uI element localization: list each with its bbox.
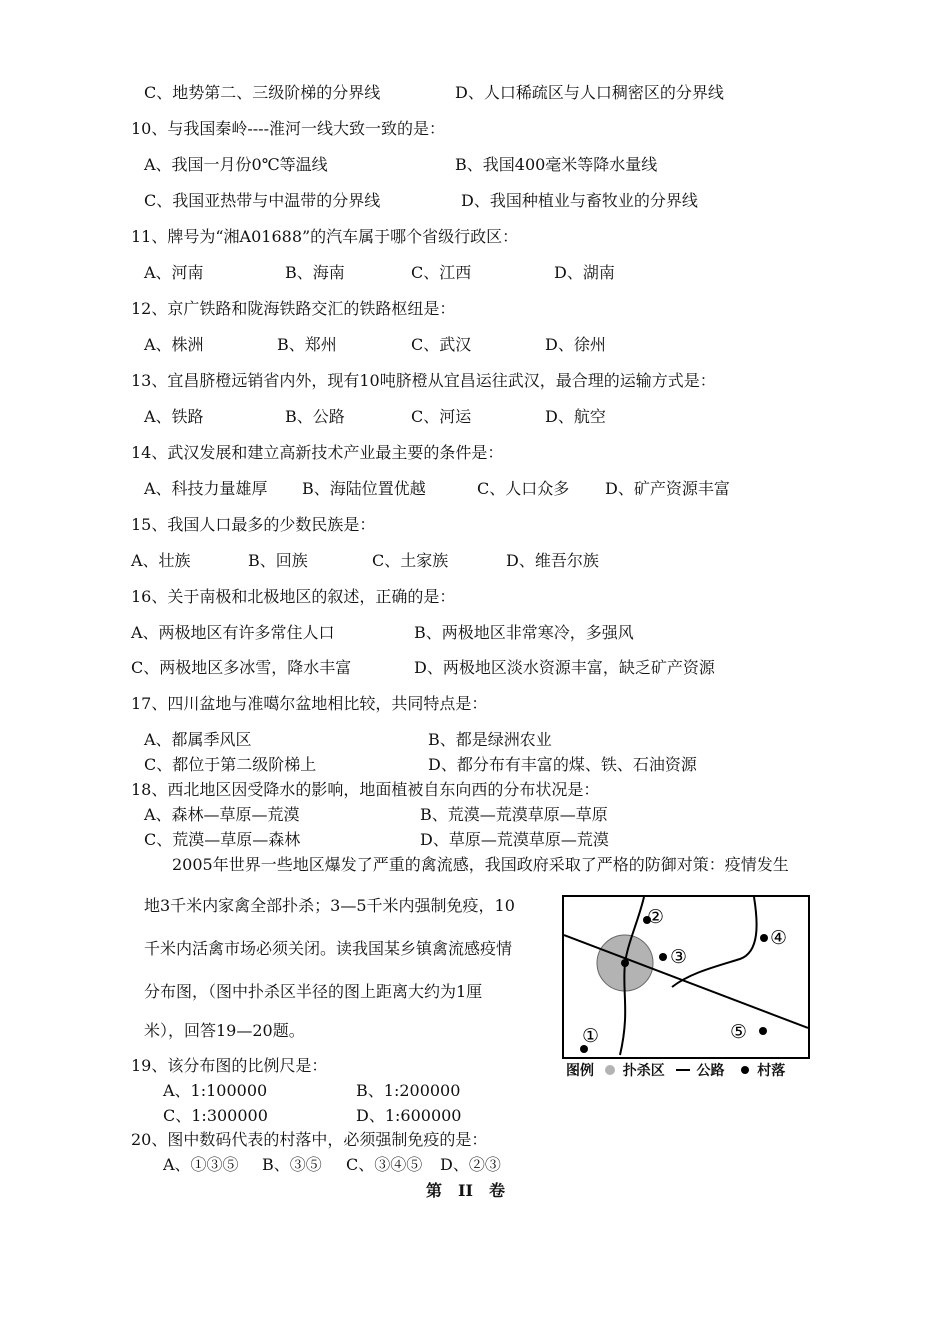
q14-option-c: C、人口众多 [477, 479, 570, 498]
q12-option-a: A、株洲 [144, 335, 204, 354]
q18-option-b: B、荒漠—荒漠草原—草原 [420, 805, 608, 824]
village-1-label: ① [582, 1025, 600, 1047]
cull-zone-swatch-icon [605, 1065, 615, 1075]
q20-option-c: C、③④⑤ [346, 1155, 423, 1174]
q20-option-b: B、③⑤ [262, 1155, 322, 1174]
village-4-label: ④ [770, 927, 788, 949]
q10-option-a: A、我国一月份0℃等温线 [144, 155, 328, 174]
legend-label: 图例 [566, 1063, 594, 1079]
q19-option-b: B、1:200000 [356, 1081, 461, 1100]
q12-option-b: B、郑州 [277, 335, 337, 354]
road-northeast [672, 897, 757, 987]
section-title: 第 II 卷 [426, 1181, 505, 1200]
q16-stem: 16、关于南极和北极地区的叙述，正确的是： [131, 587, 456, 606]
q19-option-d: D、1:600000 [356, 1106, 462, 1125]
q12-option-d: D、徐州 [545, 335, 606, 354]
q16-option-b: B、两极地区非常寒冷，多强风 [414, 623, 634, 642]
passage-line-5: 米），回答19—20题。 [144, 1021, 305, 1040]
q19-option-a: A、1:100000 [163, 1081, 268, 1100]
q10-option-d: D、我国种植业与畜牧业的分界线 [461, 191, 698, 210]
bird-flu-distribution-map [562, 895, 810, 1059]
q16-option-c: C、两极地区多冰雪，降水丰富 [131, 658, 352, 677]
legend-cull-zone: 扑杀区 [622, 1063, 665, 1079]
passage-line-3: 千米内活禽市场必须关闭。读我国某乡镇禽流感疫情 [144, 939, 513, 958]
q18-option-d: D、草原—荒漠草原—荒漠 [420, 830, 609, 849]
map-legend [566, 1060, 785, 1080]
q20-stem: 20、图中数码代表的村落中，必须强制免疫的是： [131, 1130, 488, 1149]
q9-option-d: D、人口稀疏区与人口稠密区的分界线 [455, 83, 724, 102]
village-5-label: ⑤ [730, 1021, 748, 1043]
passage-line-4: 分布图，（图中扑杀区半径的图上距离大约为1厘 [144, 982, 483, 1001]
road-line-icon [676, 1069, 690, 1071]
q19-stem: 19、该分布图的比例尺是： [131, 1056, 328, 1075]
q15-option-d: D、维吾尔族 [506, 551, 599, 570]
q10-option-b: B、我国400毫米等降水量线 [455, 155, 658, 174]
q10-option-c: C、我国亚热带与中温带的分界线 [144, 191, 381, 210]
q14-option-b: B、海陆位置优越 [302, 479, 426, 498]
village-4-dot [760, 934, 768, 942]
village-3-label: ③ [670, 946, 688, 968]
q20-option-a: A、①③⑤ [163, 1155, 239, 1174]
q11-option-b: B、海南 [285, 263, 345, 282]
passage-line-1: 2005年世界一些地区爆发了严重的禽流感，我国政府采取了严格的防御对策：疫情发生 [172, 855, 789, 874]
q18-option-a: A、森林—草原—荒漠 [144, 805, 300, 824]
q14-option-d: D、矿产资源丰富 [605, 479, 730, 498]
q17-option-a: A、都属季风区 [144, 730, 252, 749]
q17-stem: 17、四川盆地与准噶尔盆地相比较，共同特点是： [131, 694, 488, 713]
q11-option-a: A、河南 [144, 263, 204, 282]
q20-option-d: D、②③ [440, 1155, 501, 1174]
legend-road: 公路 [696, 1063, 725, 1079]
q15-option-b: B、回族 [248, 551, 308, 570]
q13-stem: 13、宜昌脐橙远销省内外，现有10吨脐橙从宜昌运往武汉，最合理的运输方式是： [131, 371, 716, 390]
q18-option-c: C、荒漠—草原—森林 [144, 830, 301, 849]
q12-option-c: C、武汉 [411, 335, 472, 354]
q17-option-d: D、都分布有丰富的煤、铁、石油资源 [428, 755, 697, 774]
q14-stem: 14、武汉发展和建立高新技术产业最主要的条件是： [131, 443, 504, 462]
legend-village: 村落 [757, 1063, 786, 1079]
q11-option-c: C、江西 [411, 263, 472, 282]
q15-option-a: A、壮族 [131, 551, 191, 570]
map-canvas [564, 897, 808, 1057]
q12-stem: 12、京广铁路和陇海铁路交汇的铁路枢纽是： [131, 299, 456, 318]
q17-option-c: C、都位于第二级阶梯上 [144, 755, 317, 774]
q15-option-c: C、土家族 [372, 551, 449, 570]
q13-option-a: A、铁路 [144, 407, 204, 426]
q15-stem: 15、我国人口最多的少数民族是： [131, 515, 376, 534]
q13-option-c: C、河运 [411, 407, 472, 426]
village-2-label: ② [647, 906, 665, 928]
q14-option-a: A、科技力量雄厚 [144, 479, 268, 498]
q18-stem: 18、西北地区因受降水的影响，地面植被自东向西的分布状况是： [131, 780, 600, 799]
village-center-dot [621, 959, 629, 967]
q16-option-d: D、两极地区淡水资源丰富，缺乏矿产资源 [414, 658, 715, 677]
q10-stem: 10、与我国秦岭----淮河一线大致一致的是： [131, 119, 445, 138]
q11-option-d: D、湖南 [554, 263, 615, 282]
passage-line-2: 地3千米内家禽全部扑杀；3—5千米内强制免疫，10 [144, 896, 515, 915]
q13-option-d: D、航空 [545, 407, 606, 426]
q19-option-c: C、1:300000 [163, 1106, 268, 1125]
village-5-dot [759, 1027, 767, 1035]
village-dot-icon [741, 1066, 749, 1074]
q13-option-b: B、公路 [285, 407, 345, 426]
q16-option-a: A、两极地区有许多常住人口 [131, 623, 335, 642]
q17-option-b: B、都是绿洲农业 [428, 730, 552, 749]
village-3-dot [659, 953, 667, 961]
q11-stem: 11、牌号为“湘A01688”的汽车属于哪个省级行政区： [131, 227, 519, 246]
q9-option-c: C、地势第二、三级阶梯的分界线 [144, 83, 381, 102]
